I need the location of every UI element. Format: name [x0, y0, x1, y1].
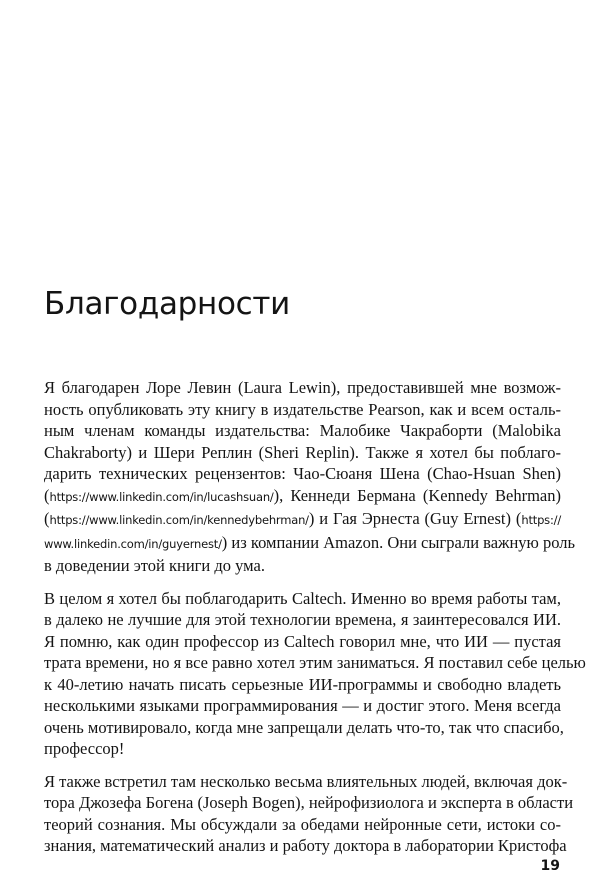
text-line: ность опубликовать эту книгу в издательстве Pearson, как и всем осталь-	[44, 399, 561, 419]
text-line: (https://www.linkedin.com/in/kennedybehrman/) и Гая Эрнеста (Guy Ernest) (https://	[44, 509, 561, 528]
text-line: к 40-летию начать писать серьезные ИИ-программы и свободно владеть	[44, 674, 561, 694]
text-line: Я благодарен Лоре Левин (Laura Lewin), предоставившей мне возмож-	[44, 378, 561, 397]
text-line: дарить технических рецензентов: Чао-Сюаня Шена (Chao-Hsuan Shen)	[44, 464, 561, 483]
text-line: знания, математический анализ и работу доктора в лаборатории Кристофа	[44, 836, 567, 855]
text-line: профессор!	[44, 739, 125, 758]
text-line: тора Джозефа Богена (Joseph Bogen), нейрофизиолога и эксперта в области	[44, 793, 574, 812]
text-line: в доведении этой книги до ума.	[44, 556, 265, 575]
paragraph-3	[44, 771, 574, 857]
body-text	[44, 377, 586, 868]
chapter-title: Благодарности	[44, 286, 291, 322]
text-line: теорий сознания. Мы обсуждали за обедами нейронные сети, истоки со-	[44, 814, 561, 834]
text-line: Я также встретил там несколько весьма влиятельных людей, включая док-	[44, 771, 568, 791]
text-line: www.linkedin.com/in/guyernest/) из компании Amazon. Они сыграли важную роль	[44, 532, 576, 552]
text-line: (https://www.linkedin.com/in/lucashsuan/), Кеннеди Бермана (Kennedy Behrman)	[44, 485, 561, 505]
paragraph-1	[44, 377, 576, 577]
text-line: В целом я хотел бы поблагодарить Caltech. Именно во время работы там,	[44, 588, 561, 608]
text-line: Я помню, как один профессор из Caltech говорил мне, что ИИ — пустая	[44, 631, 561, 651]
text-line: несколькими языками программирования — и достиг этого. Меня всегда	[44, 696, 561, 715]
url-link[interactable]: https://www.linkedin.com/in/lucashsuan/	[49, 489, 274, 504]
url-link[interactable]: www.linkedin.com/in/guyernest/	[44, 536, 222, 551]
url-link[interactable]: https://www.linkedin.com/in/kennedybehrman/	[49, 513, 309, 527]
text-line: ным членам команды издательства: Малобике Чакраборти (Malobika	[44, 421, 561, 440]
text-line: в далеко не лучшие для этой технологии времена, я заинтересовался ИИ.	[44, 610, 561, 629]
text-line: очень мотивировало, когда мне запрещали делать что-то, так что спасибо,	[44, 717, 564, 737]
paragraph-2	[44, 588, 586, 760]
text-line: Chakraborty) и Шери Реплин (Sheri Replin). Также я хотел бы поблаго-	[44, 442, 561, 462]
text-line: трата времени, но я все равно хотел этим заниматься. Я поставил себе целью	[44, 653, 586, 672]
url-link[interactable]: https://	[521, 513, 561, 527]
page-number: 19	[540, 858, 560, 874]
